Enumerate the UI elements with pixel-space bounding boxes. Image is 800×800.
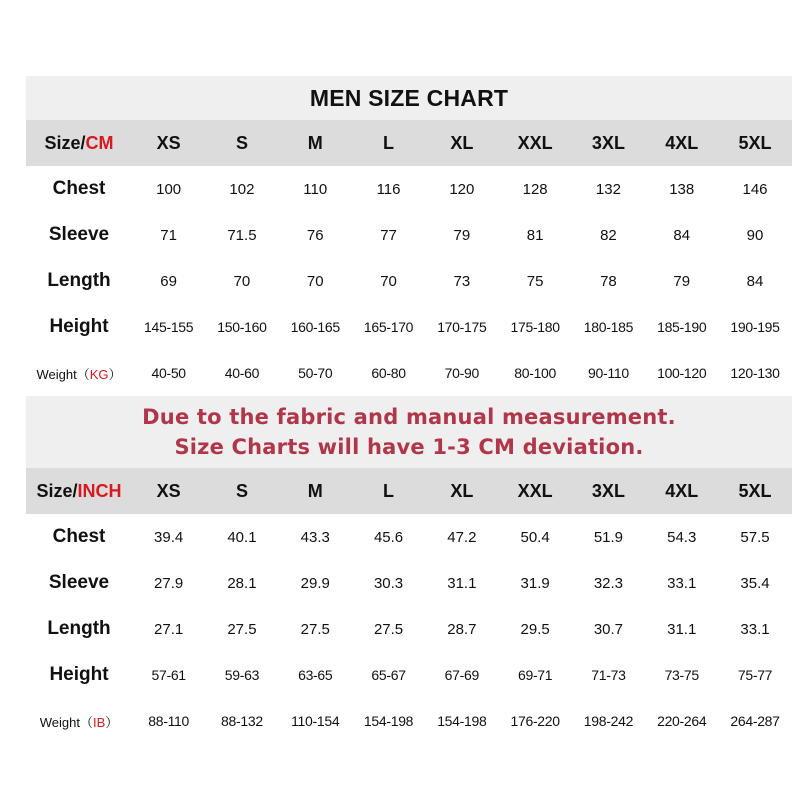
table-cell: 69 — [160, 272, 177, 290]
table-cell: 40-60 — [224, 365, 260, 381]
row-label: Sleeve — [48, 572, 110, 593]
table-cell: 43.3 — [300, 528, 330, 546]
table-cell: 35.4 — [740, 574, 770, 592]
size-unit-header — [26, 133, 132, 154]
unit-header-label: INCH — [77, 480, 122, 501]
size-column-header: M — [307, 132, 323, 153]
table-row — [26, 258, 792, 304]
table-cell: 138 — [669, 180, 695, 198]
weight-row-label — [26, 712, 132, 731]
table-cell: 31.1 — [667, 620, 697, 638]
table-cell: 160-165 — [290, 319, 340, 335]
table-cell: 45.6 — [373, 528, 404, 546]
table-cell: 27.1 — [154, 620, 184, 638]
table-row-weight — [26, 698, 792, 744]
size-column-header: 5XL — [738, 480, 772, 501]
table-cell: 79 — [673, 272, 691, 290]
table-cell: 73-75 — [664, 667, 699, 683]
table-cell: 31.9 — [520, 574, 550, 592]
table-cell: 185-190 — [657, 319, 707, 335]
table-cell: 57.5 — [740, 528, 770, 546]
size-column-header: 4XL — [665, 132, 699, 153]
table-cell: 180-185 — [583, 319, 634, 335]
table-cell: 100-120 — [657, 365, 707, 381]
chart-title: MEN SIZE CHART — [26, 76, 792, 120]
table-header-row — [26, 120, 792, 166]
table-cell: 102 — [229, 180, 255, 198]
table-cell: 128 — [522, 180, 548, 198]
table-cell: 190-195 — [730, 319, 780, 335]
table-cell: 75 — [526, 272, 544, 290]
size-header-label: Size/ — [36, 480, 78, 501]
table-row — [26, 606, 792, 652]
table-cell: 70 — [380, 272, 397, 290]
table-cell: 30.7 — [593, 620, 624, 638]
table-cell: 67-69 — [444, 667, 479, 683]
row-label: Chest — [52, 526, 106, 547]
table-cell: 31.1 — [447, 574, 477, 592]
table-cell: 77 — [380, 226, 397, 244]
table-cell: 69-71 — [517, 667, 553, 683]
table-cell: 71.5 — [227, 226, 257, 244]
weight-unit-text: KG — [89, 366, 109, 382]
table-row — [26, 514, 792, 560]
table-cell: 80-100 — [514, 365, 557, 381]
size-chart — [26, 76, 792, 744]
table-cell: 150-160 — [217, 319, 267, 335]
table-cell: 78 — [600, 272, 617, 290]
row-label: Chest — [52, 178, 106, 199]
table-cell: 81 — [526, 226, 544, 244]
weight-label-close: ） — [108, 366, 122, 382]
table-cell: 110 — [303, 180, 328, 198]
size-column-header: L — [383, 480, 395, 501]
table-cell: 60-80 — [371, 365, 406, 381]
size-column-header: 3XL — [591, 480, 625, 501]
size-column-header: XS — [156, 480, 181, 501]
table-cell: 120-130 — [730, 365, 780, 381]
table-header-row — [26, 468, 792, 514]
size-column-header: 3XL — [591, 132, 625, 153]
size-column-header: L — [383, 132, 395, 153]
table-cell: 65-67 — [371, 667, 406, 683]
inch-table — [26, 468, 792, 744]
row-label: Height — [49, 664, 109, 685]
table-cell: 40.1 — [227, 528, 257, 546]
table-cell: 57-61 — [151, 667, 186, 683]
row-label: Height — [49, 316, 109, 337]
table-cell: 120 — [449, 180, 475, 198]
table-cell: 47.2 — [447, 528, 477, 546]
table-cell: 176-220 — [510, 713, 560, 729]
table-cell: 220-264 — [657, 713, 707, 729]
size-column-header: 5XL — [738, 132, 772, 153]
table-cell: 170-175 — [437, 319, 487, 335]
table-cell: 29.5 — [520, 620, 550, 638]
row-label: Length — [47, 270, 111, 291]
weight-label-text: Weight（ — [39, 714, 93, 730]
row-label: Sleeve — [48, 224, 110, 245]
size-column-header: XXL — [517, 132, 553, 153]
table-cell: 27.5 — [227, 620, 257, 638]
table-cell: 198-242 — [583, 713, 634, 729]
size-column-header: XS — [156, 132, 181, 153]
size-column-header: XL — [450, 132, 474, 153]
table-row — [26, 652, 792, 698]
size-header-label: Size/ — [44, 132, 86, 153]
table-cell: 75-77 — [737, 667, 773, 683]
weight-label-close: ） — [105, 714, 119, 730]
table-cell: 59-63 — [224, 667, 260, 683]
table-cell: 51.9 — [593, 528, 624, 546]
table-cell: 110-154 — [291, 713, 340, 729]
table-cell: 63-65 — [298, 667, 333, 683]
table-cell: 70-90 — [444, 365, 479, 381]
table-cell: 71-73 — [591, 667, 626, 683]
table-cell: 70 — [233, 272, 251, 290]
table-cell: 145-155 — [144, 319, 194, 335]
table-row-weight — [26, 350, 792, 396]
weight-label-text: Weight（ — [36, 366, 90, 382]
table-cell: 33.1 — [740, 620, 770, 638]
table-cell: 79 — [453, 226, 471, 244]
table-row — [26, 560, 792, 606]
table-cell: 154-198 — [437, 713, 487, 729]
table-cell: 154-198 — [363, 713, 414, 729]
table-cell: 28.1 — [227, 574, 257, 592]
table-cell: 90 — [746, 226, 764, 244]
table-cell: 88-132 — [221, 713, 263, 729]
table-cell: 146 — [742, 180, 768, 198]
notice-line-2: Size Charts will have 1-3 CM deviation. — [174, 435, 644, 459]
size-column-header: 4XL — [665, 480, 699, 501]
table-cell: 27.5 — [373, 620, 404, 638]
table-cell: 165-170 — [363, 319, 414, 335]
size-column-header: XXL — [517, 480, 553, 501]
table-row — [26, 304, 792, 350]
table-cell: 264-287 — [730, 713, 780, 729]
table-cell: 175-180 — [510, 319, 560, 335]
table-cell: 40-50 — [151, 365, 186, 381]
cm-table — [26, 120, 792, 396]
table-cell: 82 — [600, 226, 617, 244]
table-cell: 100 — [156, 180, 182, 198]
table-cell: 29.9 — [300, 574, 330, 592]
table-cell: 33.1 — [667, 574, 697, 592]
table-cell: 84 — [746, 272, 764, 290]
weight-unit-text: IB — [92, 714, 106, 730]
table-cell: 76 — [306, 226, 324, 244]
unit-header-label: CM — [85, 132, 114, 153]
table-cell: 71 — [160, 226, 177, 244]
size-column-header: M — [307, 480, 323, 501]
table-cell: 90-110 — [588, 365, 629, 381]
table-cell: 30.3 — [373, 574, 404, 592]
row-label: Length — [47, 618, 111, 639]
table-cell: 32.3 — [593, 574, 624, 592]
table-cell: 132 — [595, 180, 621, 198]
size-column-header: S — [235, 480, 248, 501]
notice-line-1: Due to the fabric and manual measurement. — [142, 405, 676, 429]
table-cell: 84 — [673, 226, 691, 244]
size-column-header: S — [235, 132, 248, 153]
size-unit-header — [26, 481, 132, 502]
table-cell: 50.4 — [520, 528, 550, 546]
table-row — [26, 212, 792, 258]
table-cell: 50-70 — [298, 365, 333, 381]
table-cell: 70 — [306, 272, 324, 290]
table-cell: 54.3 — [667, 528, 697, 546]
size-column-header: XL — [450, 480, 474, 501]
table-cell: 28.7 — [447, 620, 477, 638]
table-cell: 27.5 — [300, 620, 330, 638]
weight-row-label — [26, 364, 132, 383]
table-cell: 116 — [376, 180, 401, 198]
table-cell: 27.9 — [154, 574, 184, 592]
deviation-notice — [26, 396, 792, 468]
table-row — [26, 166, 792, 212]
table-cell: 88-110 — [148, 713, 190, 729]
table-cell: 39.4 — [154, 528, 184, 546]
table-cell: 73 — [453, 272, 471, 290]
